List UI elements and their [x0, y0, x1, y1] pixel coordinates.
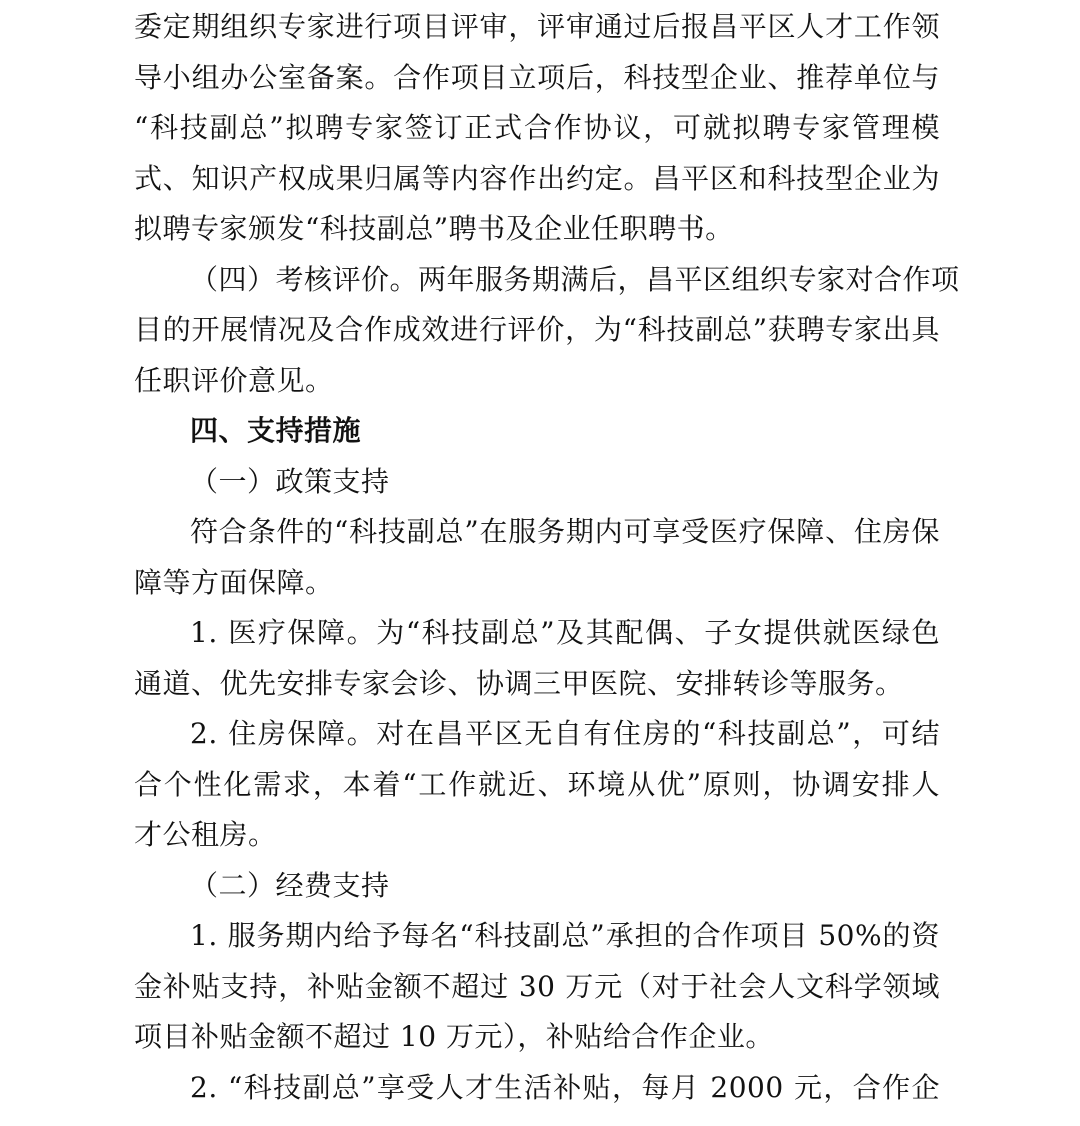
- text-line: 合个性化需求，本着“工作就近、环境从优”原则，协调安排人: [134, 767, 940, 801]
- paragraph-assessment-evaluation: [134, 255, 960, 407]
- text-line: 式、知识产权成果归属等内容作出约定。昌平区和科技型企业为: [134, 161, 940, 195]
- paragraph-project-subsidy: [134, 911, 940, 1063]
- text-line: 金补贴支持，补贴金额不超过 30 万元（对于社会人文科学领域: [134, 969, 940, 1003]
- paragraph-housing-support: [134, 709, 940, 861]
- text-line: 通道、优先安排专家会诊、协调三甲医院、安排转诊等服务。: [134, 666, 904, 700]
- paragraph-medical-support: [134, 608, 940, 709]
- text-line: 目的开展情况及合作成效进行评价，为“科技副总”获聘专家出具: [134, 313, 940, 346]
- text-line: “科技副总”拟聘专家签订正式合作协议，可就拟聘专家管理模: [134, 111, 940, 144]
- text-line: 项目补贴金额不超过 10 万元），补贴给合作企业。: [134, 1020, 774, 1053]
- text-line: 委定期组织专家进行项目评审，评审通过后报昌平区人才工作领: [134, 10, 940, 43]
- text-line: （一）政策支持: [190, 464, 390, 498]
- text-line: （二）经费支持: [190, 868, 390, 902]
- text-line: 四、支持措施: [190, 414, 362, 447]
- text-line: 1. 服务期内给予每名“科技副总”承担的合作项目 50%的资: [190, 919, 940, 952]
- paragraph-project-approval: [134, 2, 940, 255]
- paragraph-policy-intro: [134, 507, 940, 608]
- text-line: （四）考核评价。两年服务期满后，昌平区组织专家对合作项: [190, 262, 960, 296]
- text-line: 2. 住房保障。对在昌平区无自有住房的“科技副总”，可结: [190, 717, 940, 750]
- subheading-policy-support: [134, 457, 940, 508]
- text-line: 导小组办公室备案。合作项目立项后，科技型企业、推荐单位与: [134, 60, 940, 94]
- text-line: 符合条件的“科技副总”在服务期内可享受医疗保障、住房保: [190, 515, 940, 548]
- text-line: 才公租房。: [134, 818, 277, 851]
- document-body: [134, 2, 960, 1113]
- subheading-funding-support: [134, 861, 940, 912]
- text-line: 1. 医疗保障。为“科技副总”及其配偶、子女提供就医绿色: [190, 616, 940, 649]
- text-line: 任职评价意见。: [134, 363, 334, 397]
- text-line: 拟聘专家颁发“科技副总”聘书及企业任职聘书。: [134, 212, 734, 245]
- text-line: 障等方面保障。: [134, 565, 334, 599]
- paragraph-living-allowance: [134, 1063, 940, 1114]
- section-heading-support-measures: [134, 406, 940, 457]
- text-line: 2. “科技副总”享受人才生活补贴，每月 2000 元，合作企: [190, 1070, 940, 1104]
